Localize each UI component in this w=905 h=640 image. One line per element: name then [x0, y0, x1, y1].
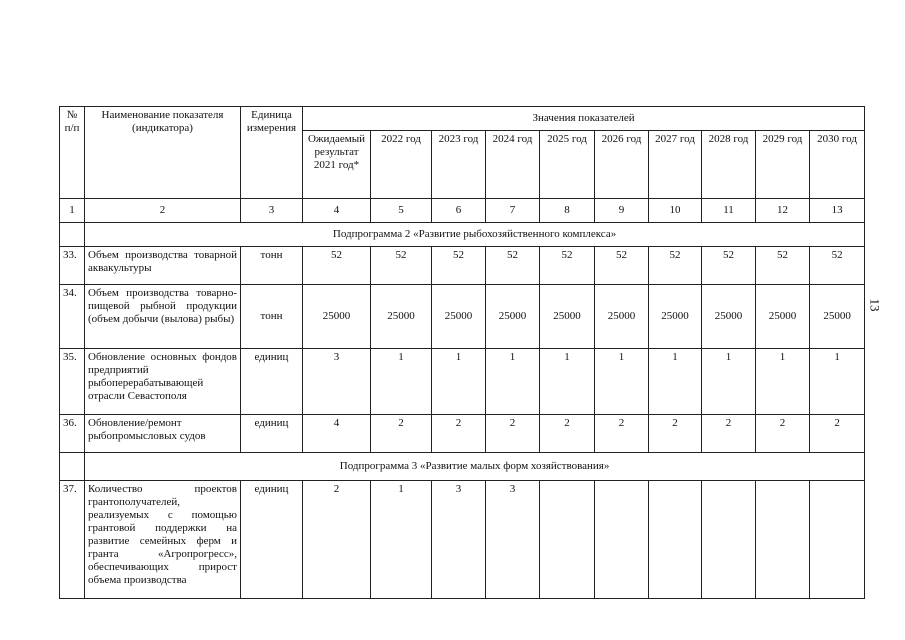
value-cell	[702, 481, 756, 599]
value-cell: 25000	[595, 285, 649, 349]
row-num: 34.	[60, 285, 85, 349]
header-num: № п/п	[60, 107, 85, 199]
header-year: 2028 год	[702, 131, 756, 199]
row-name: Количество проектов грантополучателей, реализуемых с помощью грантовой поддержки на развитие семейных ферм и гранта «Агропрогресс», обеспечивающих прирост объема производства	[85, 481, 241, 599]
header-year: 2023 год	[432, 131, 486, 199]
value-cell: 52	[756, 247, 810, 285]
header-year: 2022 год	[371, 131, 432, 199]
section-row	[60, 453, 865, 481]
table-row	[60, 415, 865, 453]
index-cell: 4	[303, 199, 371, 223]
index-cell: 5	[371, 199, 432, 223]
value-cell	[540, 481, 595, 599]
value-cell: 1	[702, 349, 756, 415]
value-cell: 25000	[432, 285, 486, 349]
header-year: 2026 год	[595, 131, 649, 199]
value-cell: 25000	[486, 285, 540, 349]
value-cell: 52	[432, 247, 486, 285]
indicators-table	[59, 106, 865, 599]
value-cell	[810, 481, 865, 599]
value-cell: 1	[810, 349, 865, 415]
index-cell: 8	[540, 199, 595, 223]
value-cell: 1	[595, 349, 649, 415]
value-cell: 1	[649, 349, 702, 415]
row-unit: тонн	[241, 247, 303, 285]
value-cell: 52	[486, 247, 540, 285]
row-name: Объем производства товарно-пищевой рыбной продукции (объем добычи (вылова) рыбы)	[85, 285, 241, 349]
value-cell: 25000	[371, 285, 432, 349]
value-cell: 52	[303, 247, 371, 285]
row-name: Обновление основных фондов предприятий рыбоперерабатывающей отрасли Севастополя	[85, 349, 241, 415]
value-cell: 25000	[702, 285, 756, 349]
value-cell: 2	[303, 481, 371, 599]
row-name: Обновление/ремонт рыбопромысловых судов	[85, 415, 241, 453]
index-cell: 3	[241, 199, 303, 223]
index-cell: 12	[756, 199, 810, 223]
value-cell: 2	[432, 415, 486, 453]
table-row	[60, 349, 865, 415]
header-year: 2029 год	[756, 131, 810, 199]
section-title: Подпрограмма 3 «Развитие малых форм хозяйствования»	[85, 453, 865, 481]
value-cell: 52	[702, 247, 756, 285]
value-cell: 25000	[540, 285, 595, 349]
header-year: 2025 год	[540, 131, 595, 199]
value-cell: 2	[371, 415, 432, 453]
value-cell: 3	[303, 349, 371, 415]
index-cell: 1	[60, 199, 85, 223]
index-cell: 6	[432, 199, 486, 223]
value-cell: 3	[486, 481, 540, 599]
row-unit: единиц	[241, 415, 303, 453]
value-cell: 1	[371, 349, 432, 415]
section-title: Подпрограмма 2 «Развитие рыбохозяйственного комплекса»	[85, 223, 865, 247]
index-cell: 11	[702, 199, 756, 223]
value-cell: 25000	[756, 285, 810, 349]
value-cell: 25000	[810, 285, 865, 349]
row-name: Объем производства товарной аквакультуры	[85, 247, 241, 285]
section-num-cell	[60, 223, 85, 247]
index-cell: 10	[649, 199, 702, 223]
value-cell	[595, 481, 649, 599]
index-cell: 7	[486, 199, 540, 223]
value-cell	[756, 481, 810, 599]
row-unit: единиц	[241, 349, 303, 415]
index-row	[60, 199, 865, 223]
row-num: 33.	[60, 247, 85, 285]
value-cell: 52	[649, 247, 702, 285]
header-year: 2030 год	[810, 131, 865, 199]
header-year: 2027 год	[649, 131, 702, 199]
value-cell: 2	[540, 415, 595, 453]
header-year: 2024 год	[486, 131, 540, 199]
row-num: 35.	[60, 349, 85, 415]
value-cell: 2	[810, 415, 865, 453]
header-unit: Единица измерения	[241, 107, 303, 199]
index-cell: 13	[810, 199, 865, 223]
table-row	[60, 285, 865, 349]
row-num: 36.	[60, 415, 85, 453]
value-cell: 1	[432, 349, 486, 415]
header-values: Значения показателей	[303, 107, 865, 131]
index-cell: 9	[595, 199, 649, 223]
value-cell: 1	[486, 349, 540, 415]
value-cell: 4	[303, 415, 371, 453]
table-row	[60, 481, 865, 599]
section-num-cell	[60, 453, 85, 481]
value-cell: 52	[595, 247, 649, 285]
section-row	[60, 223, 865, 247]
value-cell: 1	[756, 349, 810, 415]
table-row	[60, 247, 865, 285]
row-unit: единиц	[241, 481, 303, 599]
page-number: 13	[867, 298, 883, 312]
value-cell: 2	[756, 415, 810, 453]
value-cell: 2	[702, 415, 756, 453]
value-cell: 52	[810, 247, 865, 285]
index-cell: 2	[85, 199, 241, 223]
value-cell: 25000	[303, 285, 371, 349]
value-cell: 1	[540, 349, 595, 415]
value-cell: 2	[595, 415, 649, 453]
value-cell: 3	[432, 481, 486, 599]
value-cell: 2	[486, 415, 540, 453]
header-name: Наименование показателя (индикатора)	[85, 107, 241, 199]
value-cell: 52	[371, 247, 432, 285]
value-cell	[649, 481, 702, 599]
value-cell: 25000	[649, 285, 702, 349]
header-year: Ожидаемый результат 2021 год*	[303, 131, 371, 199]
value-cell: 1	[371, 481, 432, 599]
value-cell: 2	[649, 415, 702, 453]
row-num: 37.	[60, 481, 85, 599]
value-cell: 52	[540, 247, 595, 285]
row-unit: тонн	[241, 285, 303, 349]
